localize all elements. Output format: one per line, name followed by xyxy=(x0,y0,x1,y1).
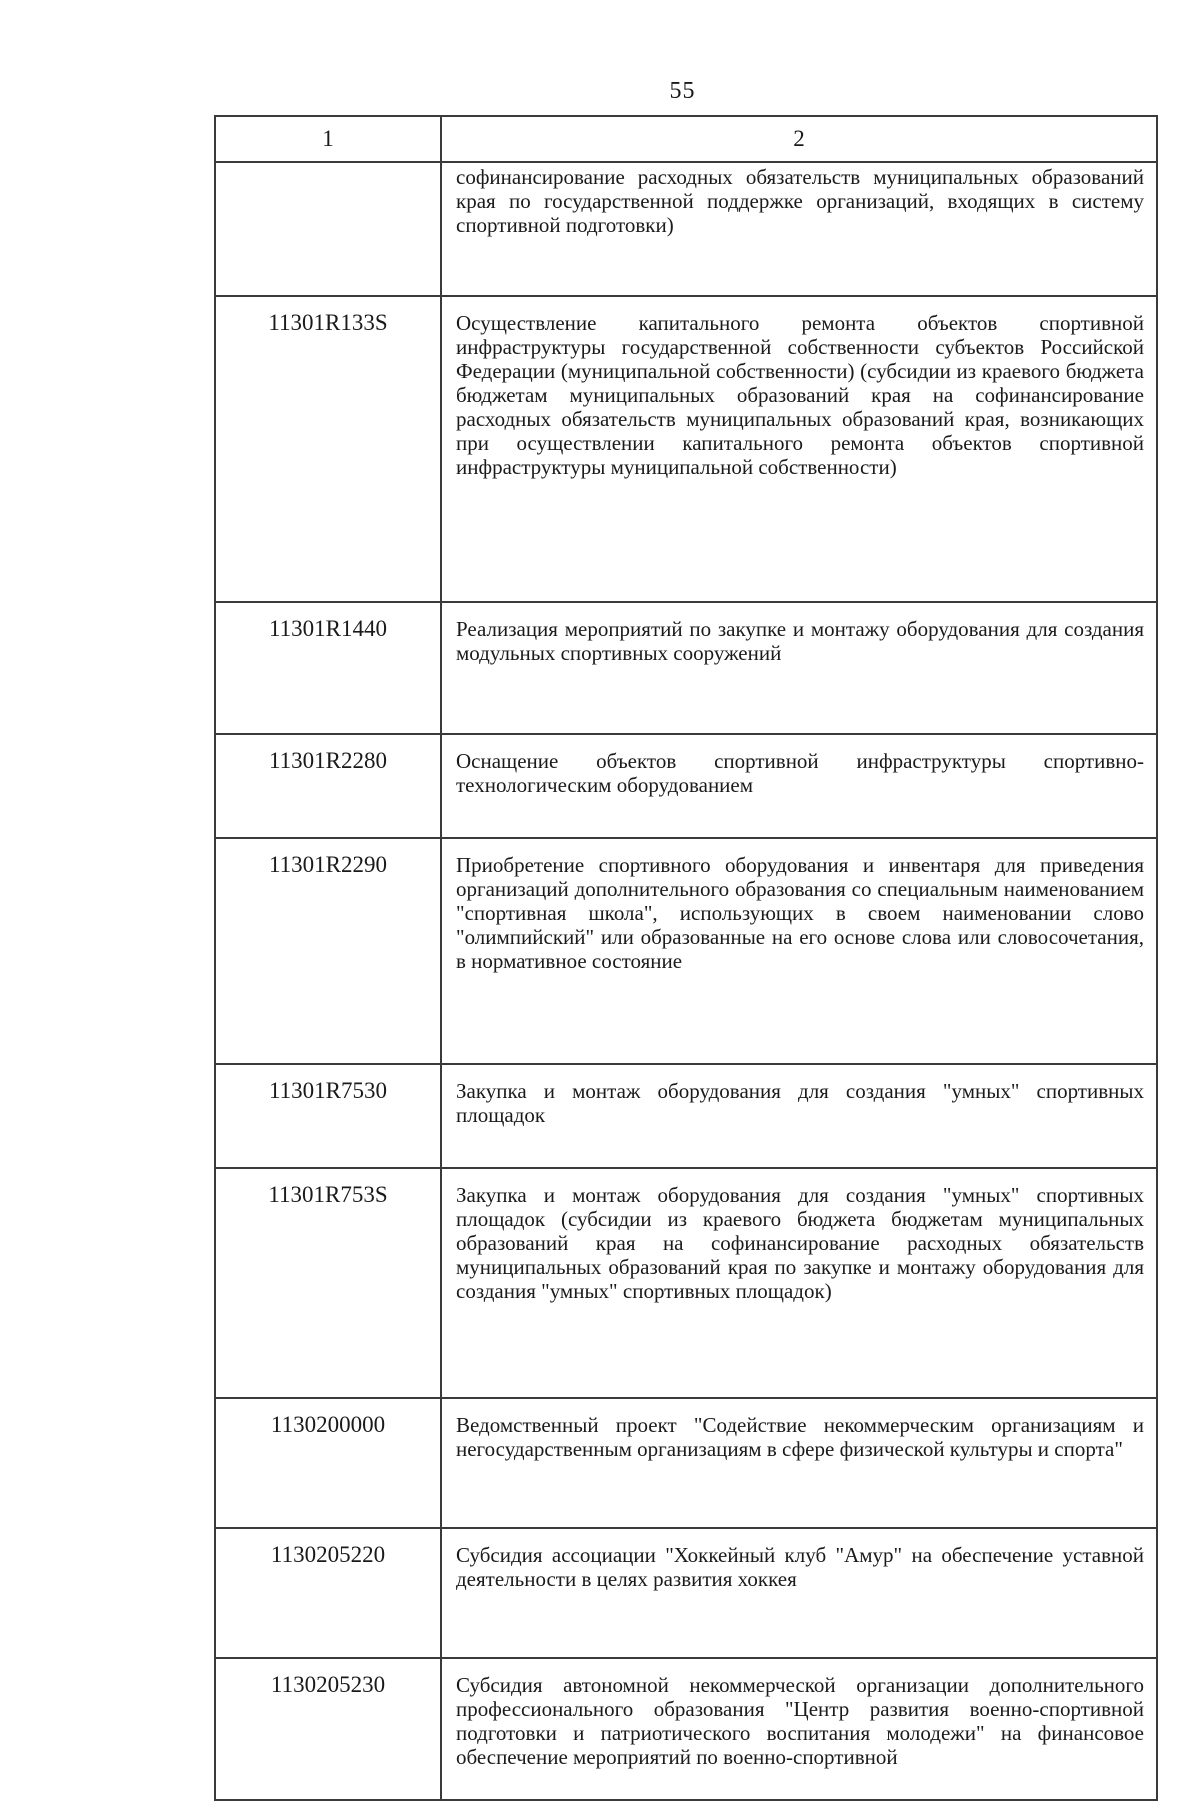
row-description xyxy=(441,1168,1157,1398)
row-description xyxy=(441,296,1157,602)
column-header-1: 1 xyxy=(215,116,441,162)
row-description-text: Закупка и монтаж оборудования для создания "умных" спортивных площадок (субсидии из краевого бюджета бюджетам муниципальных образований края на софинансирование расходных обязательств муниципальных образований края по закупке и монтажу оборудования для создания "умных" спортивных площадок) xyxy=(456,1183,1144,1303)
row-code: 11301R133S xyxy=(215,296,441,602)
row-code: 11301R753S xyxy=(215,1168,441,1398)
table-row xyxy=(215,838,1157,1064)
table-header-row xyxy=(215,116,1157,162)
row-description-text: Закупка и монтаж оборудования для создания "умных" спортивных площадок xyxy=(456,1079,1144,1127)
row-code: 11301R2280 xyxy=(215,734,441,838)
row-description-text: Ведомственный проект "Содействие некоммерческим организациям и негосударственным организациям в сфере физической культуры и спорта" xyxy=(456,1413,1144,1461)
row-description xyxy=(441,1064,1157,1168)
column-header-2: 2 xyxy=(441,116,1157,162)
table-row xyxy=(215,1064,1157,1168)
table-row xyxy=(215,162,1157,296)
table-row xyxy=(215,1398,1157,1528)
row-description-text: Оснащение объектов спортивной инфраструктуры спортивно-технологическим оборудованием xyxy=(456,749,1144,797)
row-code: 11301R2290 xyxy=(215,838,441,1064)
table-row xyxy=(215,734,1157,838)
row-code xyxy=(215,162,441,296)
row-description-text: софинансирование расходных обязательств муниципальных образований края по государственной поддержке организаций, входящих в систему спортивной подготовки) xyxy=(456,165,1144,237)
table-row xyxy=(215,296,1157,602)
row-code: 1130205220 xyxy=(215,1528,441,1658)
page-number: 55 xyxy=(669,78,696,104)
table-row xyxy=(215,1528,1157,1658)
row-description xyxy=(441,602,1157,734)
table-row xyxy=(215,602,1157,734)
row-description xyxy=(441,1658,1157,1800)
row-description xyxy=(441,162,1157,296)
row-description xyxy=(441,1528,1157,1658)
table-row xyxy=(215,1658,1157,1800)
row-code: 1130205230 xyxy=(215,1658,441,1800)
row-code: 11301R7530 xyxy=(215,1064,441,1168)
row-description xyxy=(441,838,1157,1064)
row-description-text: Субсидия ассоциации "Хоккейный клуб "Амур" на обеспечение уставной деятельности в целях развития хоккея xyxy=(456,1543,1144,1591)
row-description-text: Осуществление капитального ремонта объектов спортивной инфраструктуры государственной собственности субъектов Российской Федерации (муниципальной собственности) (субсидии из краевого бюджета бюджетам муниципальных образований края на софинансирование расходных обязательств муниципальных образований края, возникающих при осуществлении капитального ремонта объектов спортивной инфраструктуры муниципальной собственности) xyxy=(456,311,1144,479)
budget-classification-table xyxy=(214,115,1158,1801)
row-description-text: Реализация мероприятий по закупке и монтажу оборудования для создания модульных спортивных сооружений xyxy=(456,617,1144,665)
table-row xyxy=(215,1168,1157,1398)
row-code: 11301R1440 xyxy=(215,602,441,734)
row-description xyxy=(441,734,1157,838)
row-description-text: Субсидия автономной некоммерческой организации дополнительного профессионального образования "Центр развития военно-спортивной подготовки и патриотического воспитания молодежи" на финансовое обеспечение мероприятий по военно-спортивной xyxy=(456,1673,1144,1769)
row-description-text: Приобретение спортивного оборудования и инвентаря для приведения организаций дополнительного образования со специальным наименованием "спортивная школа", использующих в своем наименовании слово "олимпийский" или образованные на его основе слова или словосочетания, в нормативное состояние xyxy=(456,853,1144,973)
row-description xyxy=(441,1398,1157,1528)
row-code: 1130200000 xyxy=(215,1398,441,1528)
